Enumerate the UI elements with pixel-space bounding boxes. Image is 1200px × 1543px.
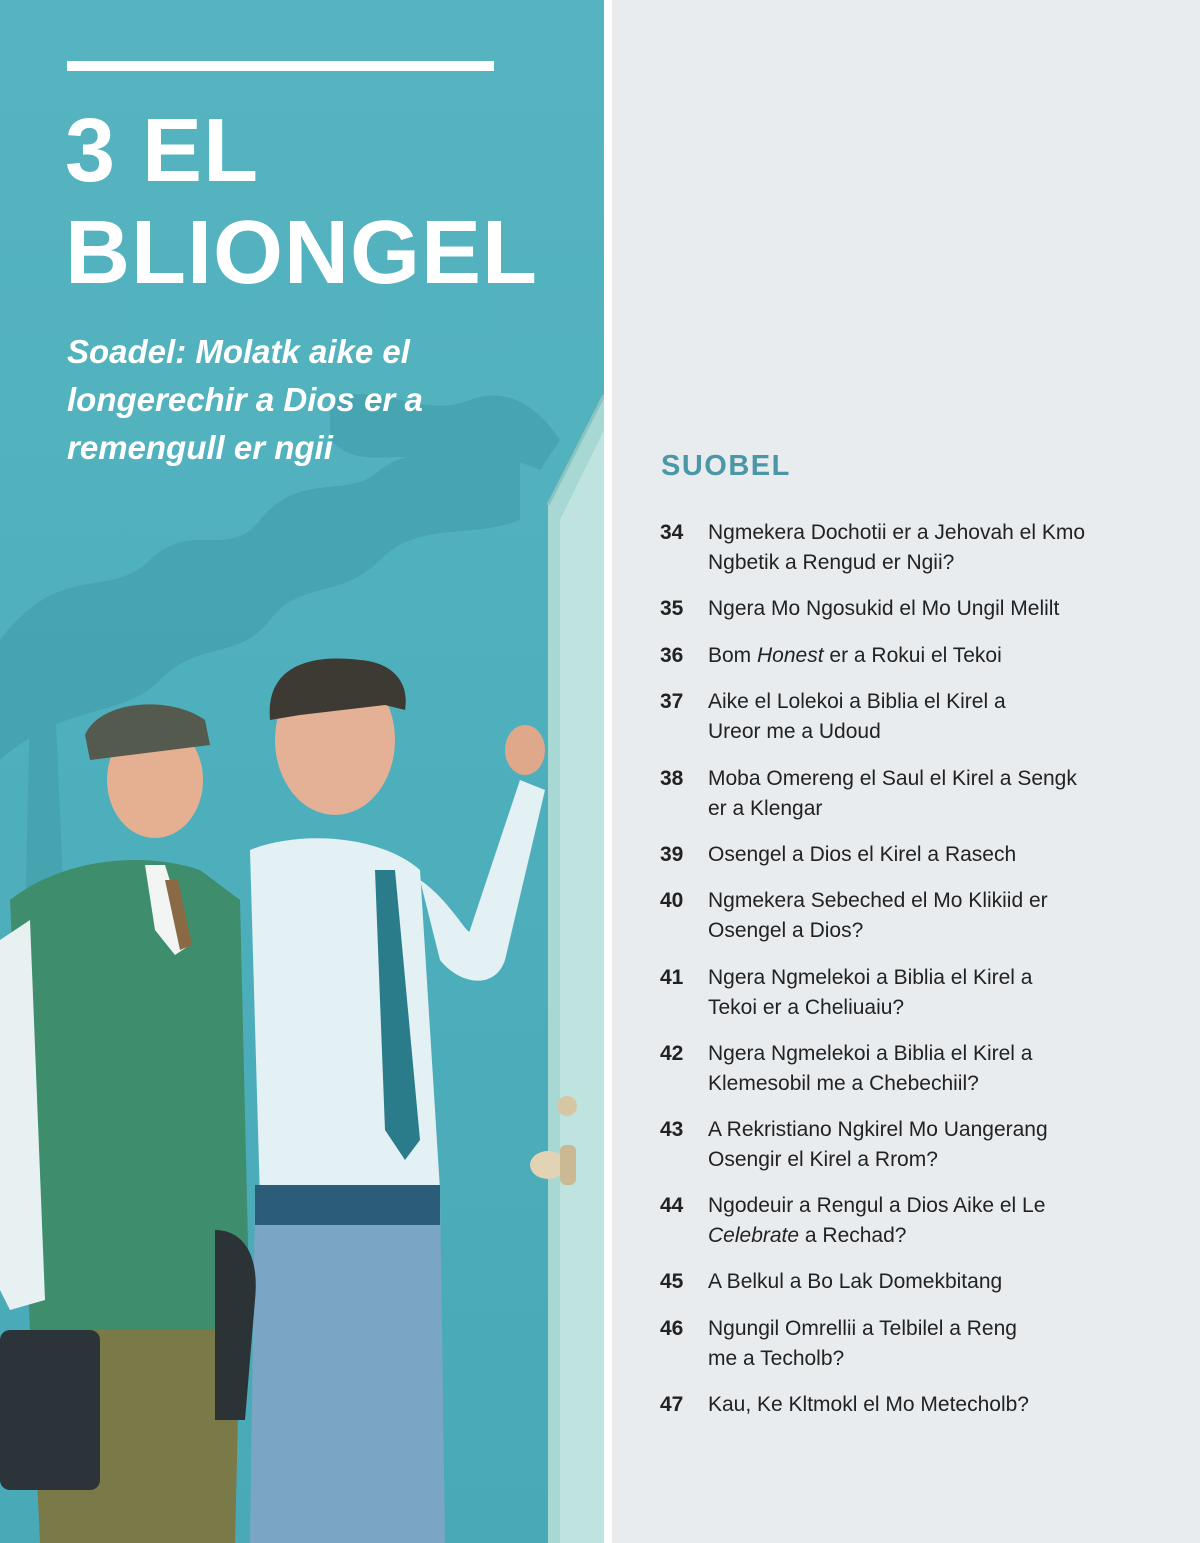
subtitle-line-3: remengull er ngii xyxy=(67,429,333,466)
toc-item-37[interactable] xyxy=(660,687,1160,747)
top-rule xyxy=(67,61,494,71)
toc-item-40[interactable] xyxy=(660,886,1160,946)
part-title-line-2: BLIONGEL xyxy=(65,203,538,303)
lesson-number: 36 xyxy=(660,644,684,667)
toc-item-35[interactable] xyxy=(660,594,1160,624)
toc-item-34[interactable] xyxy=(660,518,1160,578)
toc-item-45[interactable] xyxy=(660,1267,1160,1297)
lesson-number: 42 xyxy=(660,1042,684,1065)
lesson-number: 34 xyxy=(660,521,684,544)
part-subtitle xyxy=(67,328,467,472)
lesson-number: 44 xyxy=(660,1194,684,1217)
lesson-number: 40 xyxy=(660,889,684,912)
toc-item-41[interactable] xyxy=(660,963,1160,1023)
lesson-title: Ngera Ngmelekoi a Biblia el Kirel a Tekoi er a Cheliuaiu? xyxy=(708,966,1033,1019)
lesson-title: Osengel a Dios el Kirel a Rasech xyxy=(708,843,1017,866)
lesson-title: Aike el Lolekoi a Biblia el Kirel a Ureor me a Udoud xyxy=(708,690,1006,743)
lesson-number: 47 xyxy=(660,1393,684,1416)
toc-item-42[interactable] xyxy=(660,1039,1160,1099)
toc-item-46[interactable] xyxy=(660,1314,1160,1374)
door xyxy=(530,395,604,1543)
lesson-number: 41 xyxy=(660,966,684,989)
contents-heading: SUOBEL xyxy=(661,450,791,482)
subtitle-line-1: Soadel: Molatk aike el xyxy=(67,333,410,370)
lesson-title: A Rekristiano Ngkirel Mo Uangerang Osengir el Kirel a Rrom? xyxy=(708,1118,1048,1171)
lesson-title: A Belkul a Bo Lak Domekbitang xyxy=(708,1270,1003,1293)
lesson-number: 45 xyxy=(660,1270,684,1293)
part-title xyxy=(65,100,585,304)
lesson-number: 37 xyxy=(660,690,684,713)
toc-item-38[interactable] xyxy=(660,764,1160,824)
young-man xyxy=(215,659,545,1543)
lesson-title: Bom Honest er a Rokui el Tekoi xyxy=(708,644,1002,667)
toc-item-44[interactable] xyxy=(660,1191,1160,1251)
lesson-title: Ngmekera Dochotii er a Jehovah el Kmo Ngbetik a Rengud er Ngii? xyxy=(708,521,1086,574)
lesson-number: 35 xyxy=(660,597,684,620)
subtitle-line-2: longerechir a Dios er a xyxy=(67,381,423,418)
lesson-number: 46 xyxy=(660,1317,684,1340)
lesson-title: Ngodeuir a Rengul a Dios Aike el Le Celebrate a Rechad? xyxy=(708,1194,1046,1247)
toc-item-36[interactable] xyxy=(660,641,1160,671)
lesson-title: Kau, Ke Kltmokl el Mo Metecholb? xyxy=(708,1393,1029,1416)
toc-item-39[interactable] xyxy=(660,840,1160,870)
lesson-title: Ngera Mo Ngosukid el Mo Ungil Melilt xyxy=(708,597,1060,620)
lesson-title: Ngmekera Sebeched el Mo Klikiid er Osengel a Dios? xyxy=(708,889,1048,942)
lesson-number: 39 xyxy=(660,843,684,866)
lesson-number: 38 xyxy=(660,767,684,790)
panel-divider xyxy=(604,0,612,1543)
toc-item-47[interactable] xyxy=(660,1390,1160,1420)
lesson-title: Ngungil Omrellii a Telbilel a Reng me a Techolb? xyxy=(708,1317,1017,1370)
lesson-number: 43 xyxy=(660,1118,684,1141)
lesson-title: Ngera Ngmelekoi a Biblia el Kirel a Klemesobil me a Chebechiil? xyxy=(708,1042,1033,1095)
lesson-title: Moba Omereng el Saul el Kirel a Sengk er a Klengar xyxy=(708,767,1077,820)
part-title-line-1: 3 EL xyxy=(65,101,260,201)
toc-item-43[interactable] xyxy=(660,1115,1160,1175)
